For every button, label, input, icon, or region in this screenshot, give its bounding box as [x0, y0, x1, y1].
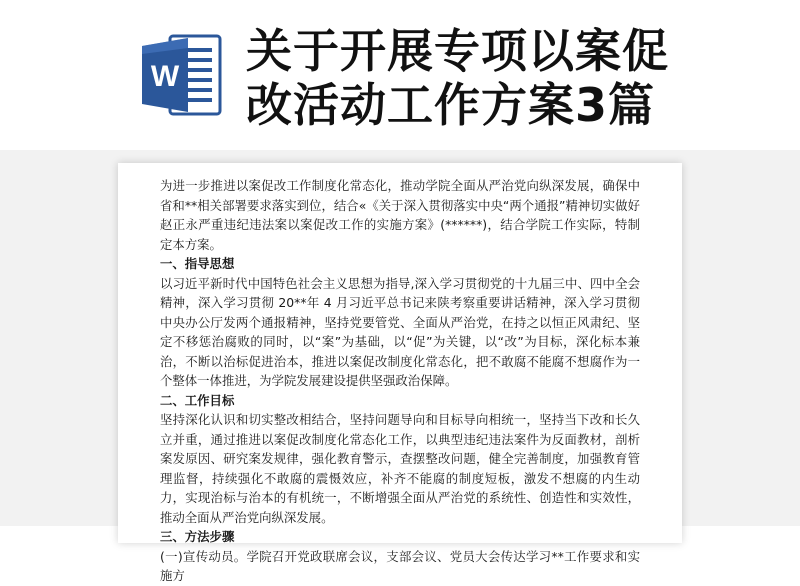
intro-paragraph: 为进一步推进以案促改工作制度化常态化，推动学院全面从严治党向纵深发展，确保中省和**相关部署要求落实到位，结合«《关于深入贯彻落实中央“两个通报”精神切实做好赵正永严重违纪违法案以案促改工作的实施方案》(******)，结合学院工作实际，特制定本方案。 — [160, 178, 640, 252]
document-body — [160, 176, 640, 586]
title-line-1: 关于开展专项以案促 — [246, 24, 669, 78]
section-body-work-goals: 坚持深化认识和切实整改相结合，坚持问题导向和目标导向相统一，坚持当下改和长久立并重，通过推进以案促改制度化常态化工作，以典型违纪违法案件为反面教材，剖析案发原因、研究案发规律，强化教育警示，查摆整改问题，健全完善制度，加强教育管理监督，持续强化不敢腐的震慑效应，补齐不能腐的制度短板，激发不想腐的内生动力，实现治标与治本的有机统一，不断增强全面从严治党的系统性、创造性和实效性，推动全面从严治党向纵深发展。 — [160, 412, 640, 525]
page-title — [246, 24, 766, 132]
word-letter: W — [150, 60, 180, 93]
section-heading-work-goals: 二、工作目标 — [160, 392, 235, 408]
word-document-icon — [140, 32, 224, 118]
section-item-publicity-mobilization: (一)宣传动员。学院召开党政联席会议，支部会议、党员大会传达学习**工作要求和实施方 — [160, 548, 640, 583]
section-body-guiding-ideology: 以习近平新时代中国特色社会主义思想为指导,深入学习贯彻党的十九届三中、四中全会精神，深入学习贯彻 20**年 4 月习近平总书记来陕考察重要讲话精神，深入学习贯彻中央办公厅发两个通报精神，坚持党要管党、全面从严治党，在持之以恒正风肃纪、坚定不移惩治腐败的同时，以“案”为基础，以“促”为关键，以“改”为目标，深化标本兼治，不断以治标促进治本，推进以案促改制度化常态化，把不敢腐不能腐不想腐作为一个整体一体推进，为学院发展建设提供坚强政治保障。 — [160, 275, 640, 388]
section-heading-guiding-ideology: 一、指导思想 — [160, 256, 235, 271]
section-heading-methods-steps: 三、方法步骤 — [160, 529, 235, 544]
title-banner — [0, 0, 800, 150]
title-line-2: 改活动工作方案3篇 — [246, 78, 656, 132]
